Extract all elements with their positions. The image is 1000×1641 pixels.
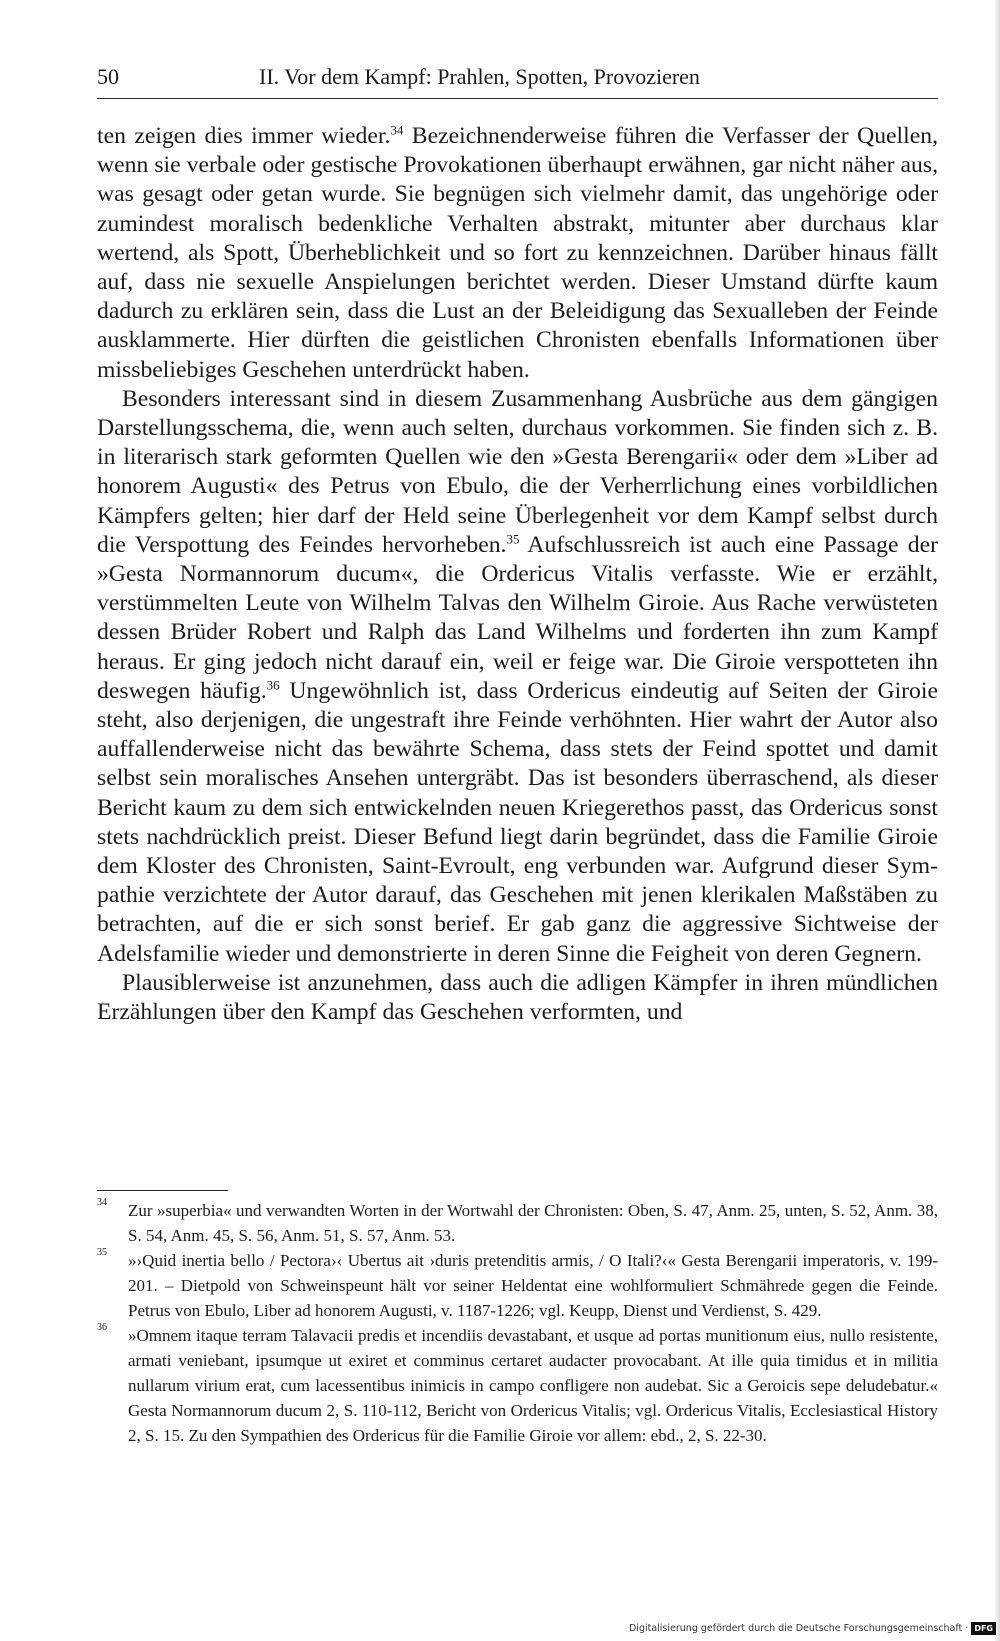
footnotes [97, 1198, 938, 1448]
footnote-ref-35[interactable]: 35 [506, 531, 520, 547]
paragraph-text: Ungewöhnlich ist, dass Ordericus eindeutig auf Seiten der Giroie steht, also derjenigen, die ungestraft ihre Feinde verhöhnten. Hier wahrt der Autor also auffallenderweise nicht das bewährte Schema, dass stets der Feind spottet und damit selbst sein moralisches Ansehen untergräbt. Das ist besonders überraschend, als dieser Bericht kaum zu dem sich entwickelnden neuen Kriegerethos passt, das Ordericus sonst stets nachdrücklich preist. Dieser Befund liegt darin begründet, dass die Familie Giroie dem Kloster des Chronisten, Saint-Evroult, eng verbunden war. Aufgrund dieser Sympathie verzichtete der Autor darauf, das Geschehen mit jenen klerikalen Maßstäben zu betrachten, auf die er sich sonst berief. Er gab ganz die aggressive Sichtweise der Adelsfamilie wieder und demonstrierte in deren Sinne die Feigheit von deren Gegnern. [97, 677, 938, 967]
digitization-credit [606, 1621, 996, 1637]
footnote-ref-36[interactable]: 36 [266, 677, 280, 693]
footnote-text: Zur »superbia« und verwandten Worten in der Wortwahl der Chronisten: Oben, S. 47, Anm. 25, unten, S. 52, Anm. 38, S. 54, Anm. 45, S. 56, Anm. 51, S. 57, Anm. 53. [128, 1201, 938, 1245]
footnote-number: 35 [97, 1247, 107, 1258]
paragraph-2 [97, 385, 938, 969]
footnote-ref-34[interactable]: 34 [390, 122, 404, 138]
page-edge-shadow [994, 0, 1000, 1641]
footnote-34 [97, 1198, 938, 1248]
paragraph-text: Bezeichnenderweise führen die Verfasser der Quellen, wenn sie verbale oder gestische Provokationen überhaupt erwähnen, gar nicht näher aus, was gesagt oder getan wurde. Sie begnügen sich vielmehr damit, das ungehörige oder zumindest moralisch bedenkliche Verhalten abstrakt, mitunter aber durchaus klar wertend, als Spott, Überheblichkeit und so fort zu kennzeichnen. Darüber hinaus fällt auf, dass nie sexuelle Anspielungen berichtet werden. Dieser Umstand dürfte kaum dadurch zu erklären sein, dass die Lust an der Beleidigung das Sexualleben der Feinde ausklammerte. Hier dürften die geistlichen Chronisten ebenfalls Informationen über missbeliebiges Geschehen unterdrückt haben. [97, 123, 938, 383]
paragraph-text: Aufschlussreich ist auch eine Passage der »Gesta Normannorum ducum«, die Ordericus Vitalis verfasste. Wie er erzählt, verstümmelten Leute von Wilhelm Talvas den Wilhelm Giroie. Aus Rache verwüsteten dessen Brüder Robert und Ralph das Land Wilhelms und forderten ihn zum Kampf heraus. Er ging jedoch nicht darauf ein, weil er feige war. Die Giroie verspotteten ihn deswegen häufig. [97, 531, 938, 704]
footnote-text: »Omnem itaque terram Talavacii predis et incendiis devastabant, et usque ad portas munitionum eius, nullo resistente, armati veniebant, ipsumque ut exiret et comminus certaret audacter provocabant. At ille quia timidus et in militia nullarum virium erat, cum lacessentibus inimicis in campo confligere non audebat. Sic a Geroicis sepe deludebatur.« Gesta Normannorum ducum 2, S. 110-112, Bericht von Ordericus Vitalis; vgl. Ordericus Vitalis, Ecclesiastical History 2, S. 15. Zu den Sympathien des Ordericus für die Familie Giroie vor allem: ebd., 2, S. 22-30. [128, 1326, 938, 1445]
footnote-number: 34 [97, 1197, 107, 1208]
paragraph-text: Besonders interessant sind in diesem Zusammenhang Ausbrüche aus dem gängigen Darstellungsschema, die, wenn auch selten, durchaus vorkommen. Sie finden sich z. B. in literarisch stark geformten Quellen wie den »Gesta Berengarii« oder dem »Liber ad honorem Augusti« des Petrus von Ebulo, die der Verherrlichung eines vorbildlichen Kämpfers gelten; hier darf der Held seine Überlegenheit vor dem Kampf selbst durch die Verspottung des Feindes hervorheben. [97, 385, 938, 558]
footnote-35 [97, 1248, 938, 1323]
paragraph-text: ten zeigen dies immer wieder. [97, 123, 391, 149]
page-number: 50 [97, 64, 119, 89]
footnote-36 [97, 1323, 938, 1448]
footnote-text: »›Quid inertia bello / Pectora›‹ Ubertus ait ›duris pretenditis armis, / O Itali?‹« Gesta Berengarii imperatoris, v. 199-201. – Dietpold von Schweinspeunt hält vor seiner Heldentat eine wohlformuliert Schmährede gegen die Feinde. Petrus von Ebulo, Liber ad honorem Augusti, v. 1187-1226; vgl. Keupp, Dienst und Verdienst, S. 429. [128, 1251, 938, 1320]
paragraph-3 [97, 969, 938, 1027]
paragraph-text: Plausiblerweise ist anzunehmen, dass auch die adligen Kämpfer in ihren mündlichen Erzählungen über den Kampf das Geschehen verformten, und [97, 969, 938, 1026]
main-text [97, 122, 938, 1027]
footnote-rule [97, 1190, 228, 1191]
paragraph-1 [97, 122, 938, 385]
credit-text: Digitalisierung gefördert durch die Deutsche Forschungsgemeinschaft · [628, 1623, 969, 1634]
running-header [97, 60, 937, 94]
dfg-logo: DFG [971, 1622, 996, 1635]
footnote-number: 36 [97, 1322, 107, 1333]
header-rule [97, 98, 938, 99]
running-title: II. Vor dem Kampf: Prahlen, Spotten, Provozieren [259, 64, 700, 89]
